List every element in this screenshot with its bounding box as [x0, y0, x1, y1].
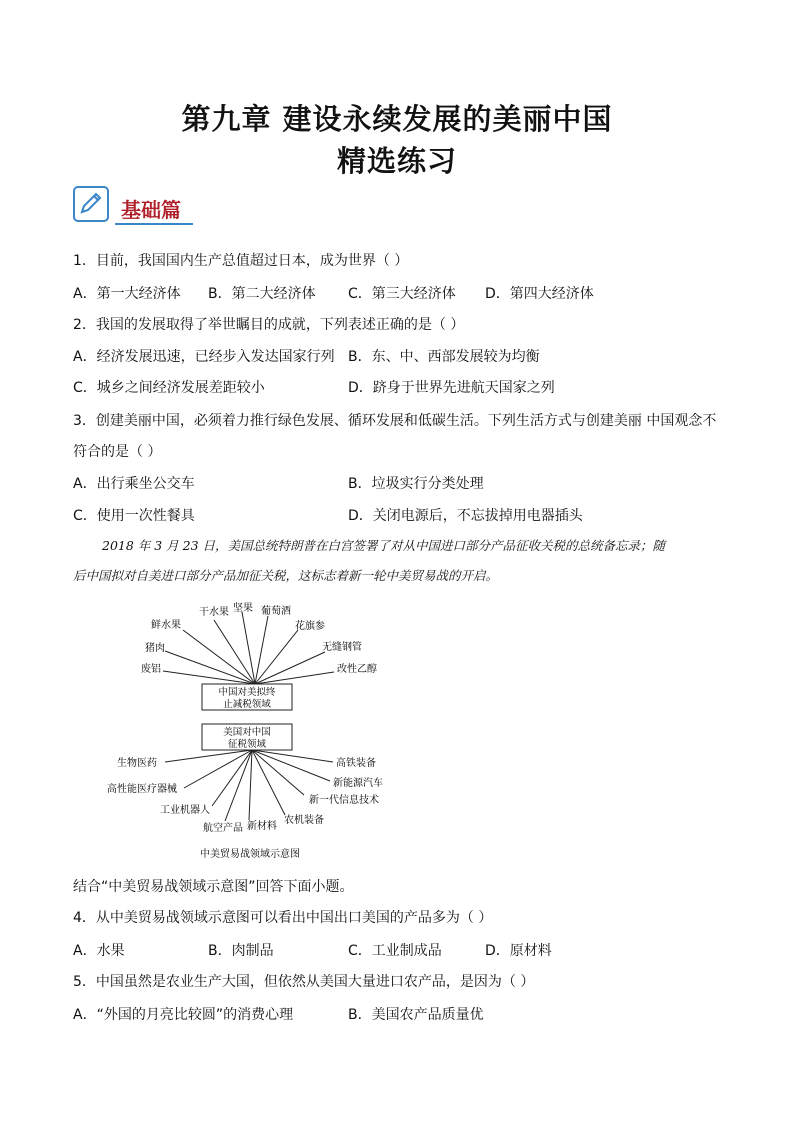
- us-item-spoke: [252, 750, 285, 815]
- q3-option-b[interactable]: B．垃圾实行分类处理: [348, 476, 484, 492]
- china-item-spoke: [183, 630, 255, 684]
- china-item-spoke: [255, 616, 268, 684]
- us-item-label: 工业机器人: [160, 805, 210, 816]
- us-box-line1: 美国对中国: [223, 727, 271, 738]
- china-item-spoke: [255, 652, 325, 684]
- material-line-1: 2018 年 3 月 23 日，美国总统特朗普在白宫签署了对从中国进口部分产品征收关税的总统备忘录；随: [102, 538, 666, 553]
- q1-option-a[interactable]: A．第一大经济体: [73, 286, 181, 302]
- q1-option-b[interactable]: B．第二大经济体: [208, 286, 316, 302]
- page-subtitle: 精选练习: [336, 144, 457, 178]
- us-item-label: 高铁装备: [336, 758, 376, 769]
- question-3-stem-cont: 符合的是（ ）: [73, 444, 162, 460]
- question-2-stem: 2．我国的发展取得了举世瞩目的成就，下列表述正确的是（ ）: [73, 317, 465, 333]
- question-5-stem: 5．中国虽然是农业生产大国，但依然从美国大量进口农产品，是因为（ ）: [73, 974, 535, 990]
- q2-option-a[interactable]: A．经济发展迅速，已经步入发达国家行列: [73, 349, 335, 365]
- china-item-label: 无缝钢管: [322, 642, 362, 653]
- china-item-label: 坚果: [233, 603, 253, 614]
- us-item-label: 高性能医疗器械: [107, 784, 177, 795]
- q5-option-b[interactable]: B．美国农产品质量优: [348, 1007, 484, 1023]
- q4-option-d[interactable]: D．原材料: [485, 943, 552, 959]
- page-title: 第九章 建设永续发展的美丽中国: [181, 102, 613, 136]
- section-label: 基础篇: [121, 198, 181, 222]
- china-item-label: 鲜水果: [151, 620, 181, 631]
- china-item-label: 干水果: [199, 607, 229, 618]
- china-item-spoke: [165, 651, 255, 684]
- us-box-line2: 征税领域: [227, 739, 267, 750]
- q3-option-d[interactable]: D．关闭电源后，不忘拔掉用电器插头: [348, 508, 583, 524]
- q2-option-d[interactable]: D．跻身于世界先进航天国家之列: [348, 380, 555, 396]
- us-item-spoke: [252, 750, 330, 781]
- china-box-line1: 中国对美拟终: [218, 687, 276, 698]
- q2-option-b[interactable]: B．东、中、西部发展较为均衡: [348, 349, 540, 365]
- us-item-spoke: [165, 750, 252, 762]
- us-item-spoke: [249, 750, 252, 820]
- us-item-spoke: [225, 750, 252, 821]
- us-item-spoke: [212, 750, 252, 806]
- china-item-label: 废铝: [141, 664, 161, 675]
- us-item-spoke: [184, 750, 252, 788]
- q3-option-a[interactable]: A．出行乘坐公交车: [73, 476, 195, 492]
- us-item-label: 农机装备: [284, 815, 324, 826]
- diagram-caption: 中美贸易战领域示意图: [200, 849, 300, 860]
- us-item-label: 航空产品: [203, 823, 243, 834]
- china-item-label: 葡萄酒: [261, 606, 291, 617]
- intro-text: 结合“中美贸易战领域示意图”回答下面小题。: [73, 879, 354, 895]
- us-item-label: 生物医药: [117, 758, 157, 769]
- question-1-stem: 1．目前，我国国内生产总值超过日本，成为世界（ ）: [73, 253, 409, 269]
- q4-option-b[interactable]: B．肉制品: [208, 943, 274, 959]
- china-item-spoke: [255, 630, 298, 684]
- china-item-spoke: [255, 672, 334, 684]
- material-line-2: 后中国拟对自美进口部分产品加征关税，这标志着新一轮中美贸易战的开启。: [73, 568, 499, 583]
- q1-option-c[interactable]: C．第三大经济体: [348, 286, 456, 302]
- us-item-label: 新能源汽车: [333, 778, 383, 789]
- question-4-stem: 4．从中美贸易战领域示意图可以看出中国出口美国的产品多为（ ）: [73, 910, 493, 926]
- q5-option-a[interactable]: A．“外国的月亮比较圆”的消费心理: [73, 1007, 294, 1023]
- question-3-stem: 3．创建美丽中国，必须着力推行绿色发展、循环发展和低碳生活。下列生活方式与创建美丽 中国观念不: [73, 413, 717, 429]
- q1-option-d[interactable]: D．第四大经济体: [485, 286, 594, 302]
- china-box-line2: 止减税领域: [223, 699, 271, 710]
- china-item-label: 猪肉: [145, 643, 165, 654]
- q4-option-c[interactable]: C．工业制成品: [348, 943, 442, 959]
- q3-option-c[interactable]: C．使用一次性餐具: [73, 508, 195, 524]
- q4-option-a[interactable]: A．水果: [73, 943, 125, 959]
- china-item-label: 花旗参: [295, 621, 325, 632]
- us-item-label: 新一代信息技术: [309, 795, 379, 806]
- china-item-label: 改性乙醇: [337, 664, 377, 675]
- china-item-spoke: [163, 671, 255, 684]
- us-item-label: 新材料: [247, 821, 277, 832]
- q2-option-c[interactable]: C．城乡之间经济发展差距较小: [73, 380, 265, 396]
